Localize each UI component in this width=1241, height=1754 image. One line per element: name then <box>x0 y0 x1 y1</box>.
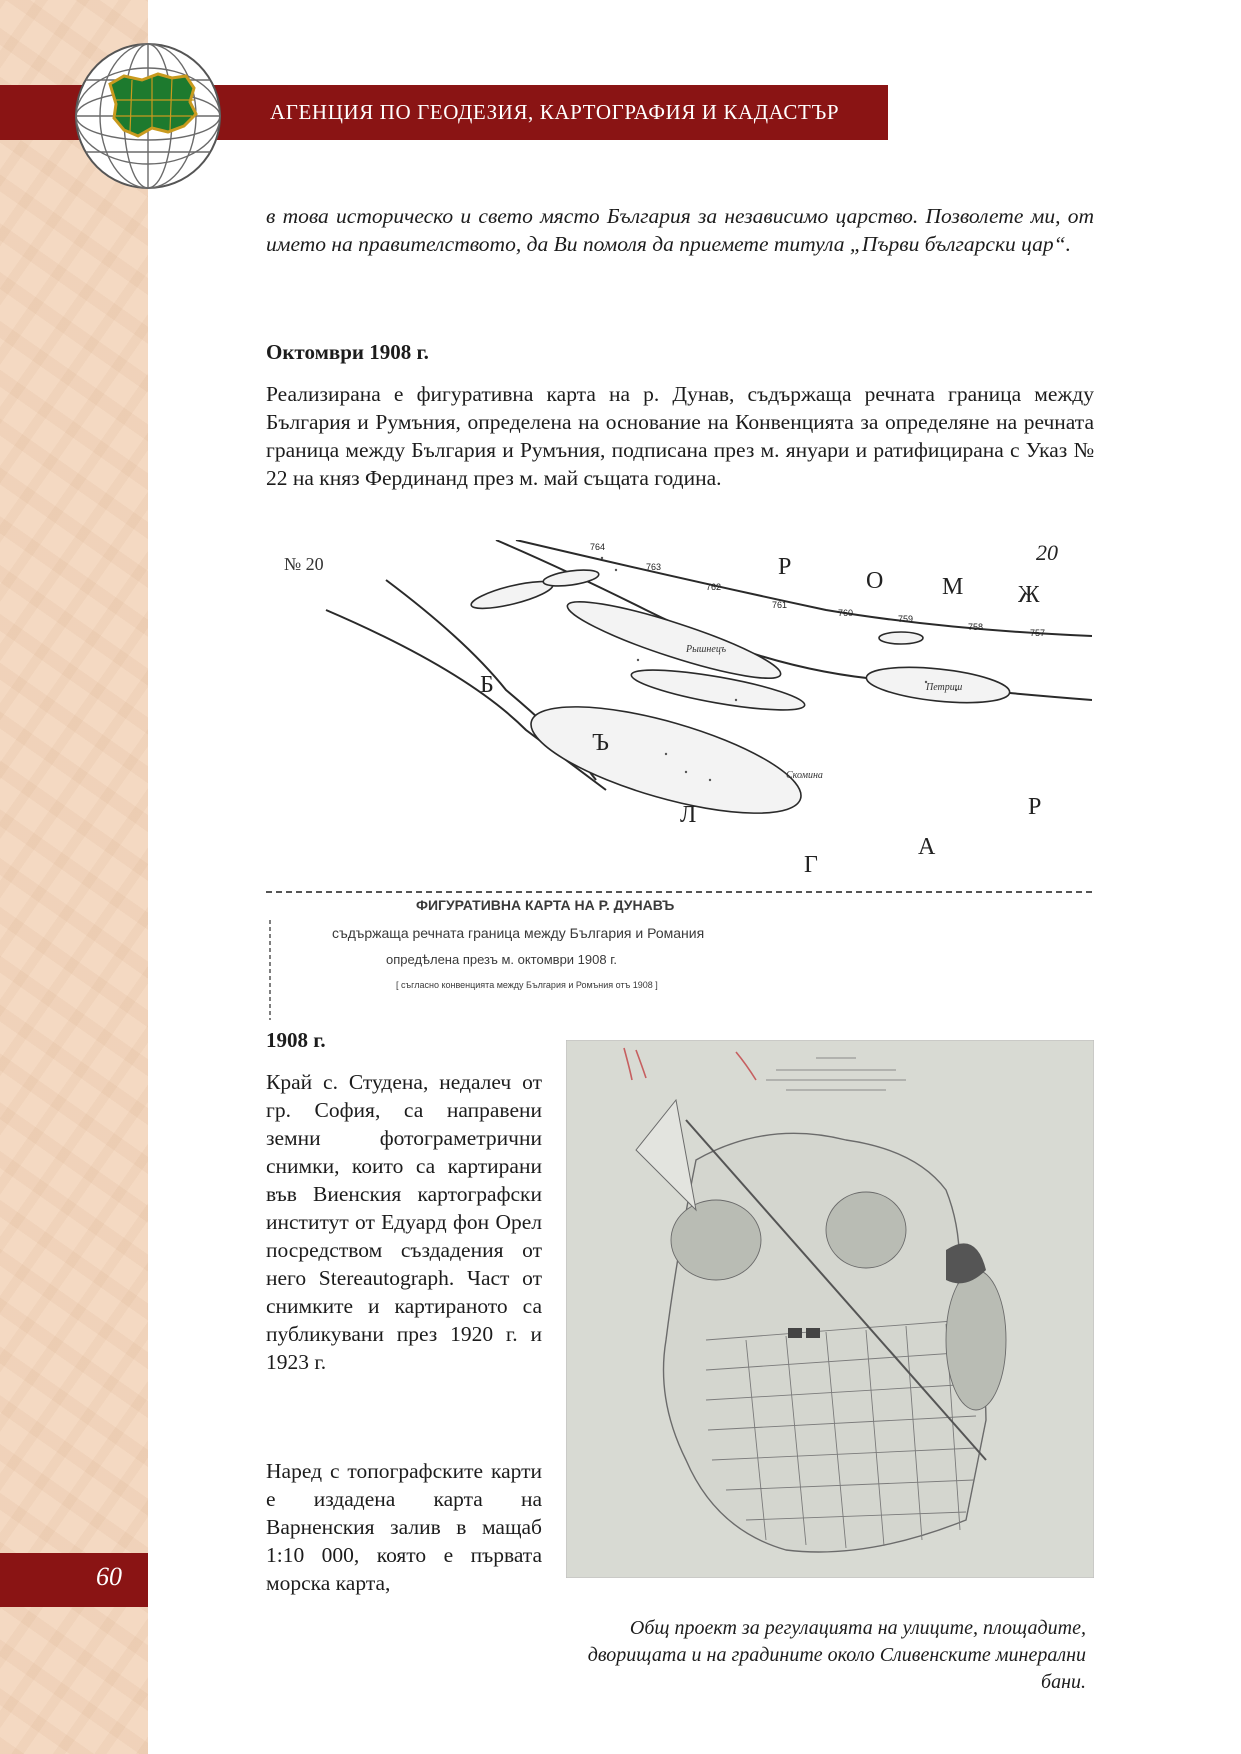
section-heading-1908: 1908 г. <box>266 1028 326 1052</box>
km-marker: 764 <box>590 542 606 552</box>
page-number: 60 <box>96 1562 122 1591</box>
section-body-danube-map: Реализирана е фигуративна карта на р. Дунав, съдържаща речната граница между България и Румъния, определена на основание на Конвенцията за определяне на речната граница между България и Румъния, подписана през м. януари и ратифицирана с Указ № 22 на княз Фердинанд през м. май същата година. <box>266 382 1094 490</box>
map-letter-bulgaria: Р <box>1028 794 1042 820</box>
km-marker: 763 <box>646 562 662 572</box>
map-letter-bulgaria: Л <box>680 802 697 828</box>
map-title-line: ФИГУРАТИВНА КАРТА НА Р. ДУНАВЪ <box>416 897 675 913</box>
island-name: Петриш <box>926 682 963 693</box>
sliven-map-caption: Общ проект за регулацията на улиците, площадите, дворищата и на градините около Сливенските минерални бани. <box>587 1617 1086 1693</box>
map-sheet-number: № 20 <box>284 554 324 574</box>
map-corner-number: 20 <box>1036 540 1058 565</box>
km-marker: 758 <box>968 622 984 632</box>
section-body-varna: Наред с топографските карти е издадена карта на Варненския залив в мащаб 1:10 000, която е първата морска карта, <box>266 1459 542 1595</box>
map-letter-romania: О <box>866 568 884 594</box>
sliven-regulation-map <box>566 1040 1094 1578</box>
map-title-line: съдържаща речната граница между България и Романия <box>332 925 705 941</box>
map-letter-romania: Р <box>778 554 792 580</box>
map-letter-bulgaria: Ъ <box>592 730 609 756</box>
page-number-band <box>0 1553 148 1607</box>
map-letter-bulgaria: А <box>918 834 936 860</box>
globe-bulgaria-logo-icon <box>72 40 224 192</box>
km-marker: 759 <box>898 614 914 624</box>
map-title-line: опредѣлена презъ м. октомври 1908 г. <box>386 952 617 967</box>
decorative-side-strip <box>0 0 148 1754</box>
map-letter-romania: М <box>942 574 964 600</box>
map-title-line: [ съгласно конвенцията между България и Ромъния отъ 1908 ] <box>396 980 658 990</box>
island-name: Скомина <box>786 770 823 781</box>
header-title: АГЕНЦИЯ ПО ГЕОДЕЗИЯ, КАРТОГРАФИЯ И КАДАСТЪР <box>270 100 840 124</box>
section-body-studena: Край с. Студена, недалеч от гр. София, са направени земни фотограметрични снимки, които са картирани във Виенския картографски институт от Едуард фон Орел посредством създадения от него Stereautograph. Част от снимките и картираното са публикувани през 1920 г. и 1923 г. <box>266 1070 542 1374</box>
danube-figurative-map <box>266 540 1092 1028</box>
intro-quote: в това историческо и свето място България за независимо царство. Позволете ми, от името на правителството, да Ви помоля да приемете титула „Първи български цар“. <box>266 204 1094 256</box>
island-name: Рышнецъ <box>686 644 727 655</box>
map-letter-bulgaria: Г <box>804 852 818 878</box>
section-heading-october-1908: Октомври 1908 г. <box>266 340 429 364</box>
km-marker: 762 <box>706 582 722 592</box>
km-marker: 757 <box>1030 628 1046 638</box>
km-marker: 761 <box>772 600 788 610</box>
km-marker: 760 <box>838 608 854 618</box>
map-letter-bulgaria: Б <box>480 672 494 698</box>
map-letter-romania: Ж <box>1018 582 1040 608</box>
